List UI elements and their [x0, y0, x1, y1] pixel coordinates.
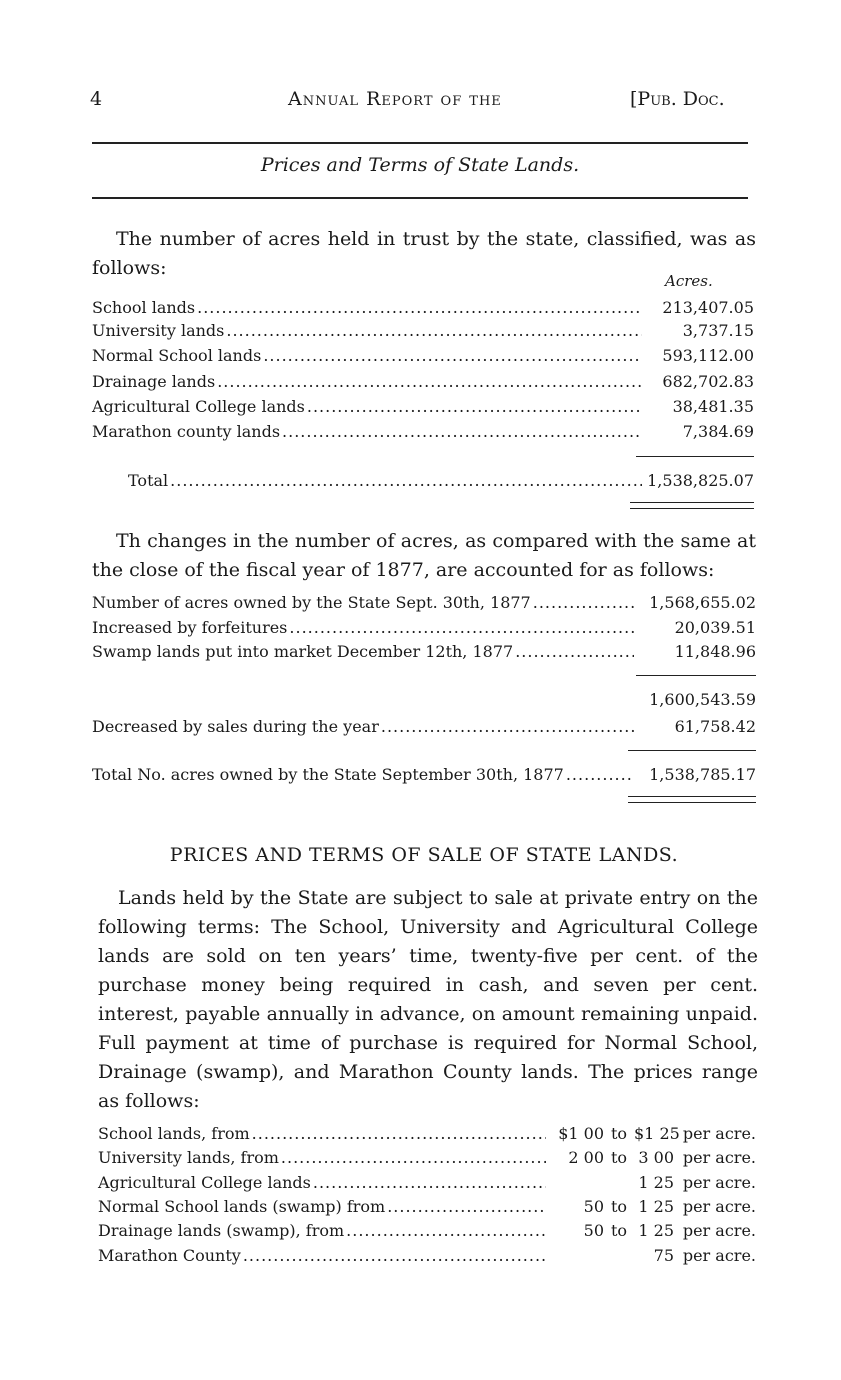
change-acres: 20,039.51 — [674, 618, 756, 637]
price-unit: per acre. — [682, 1197, 756, 1216]
price-label: Drainage lands (swamp), from — [98, 1221, 345, 1240]
price-from: 2 00 — [568, 1148, 604, 1167]
leader-dots — [313, 1173, 546, 1192]
page-number: 4 — [90, 88, 103, 110]
terms-paragraph: Lands held by the State are subject to sale at private entry on the following terms: The School, University and Agricultural College lands are sold on ten years’ time, twenty-five per cent. of the purchase money being required in cash, and seven per cent. interest, payable annually in advance, on amount remaining unpaid. Full payment at time of purchase is required for Normal School, Drainage (swamp), and Marathon County lands. The prices range as follows: — [98, 887, 758, 1112]
section-subtitle: Prices and Terms of State Lands. — [260, 154, 580, 176]
change-label: Number of acres owned by the State Sept. 30th, 1877 — [92, 593, 531, 612]
leader-dots — [252, 1124, 546, 1143]
decrease-row — [92, 717, 756, 740]
land-class-label: Drainage lands — [92, 372, 216, 391]
price-row — [98, 1197, 760, 1221]
land-class-label: Agricultural College lands — [92, 397, 305, 416]
land-class-acres: 7,384.69 — [682, 422, 754, 441]
double-rule-top — [630, 502, 754, 503]
decrease-acres: 61,758.42 — [674, 717, 756, 736]
land-class-row — [92, 372, 754, 395]
land-class-row — [92, 298, 754, 321]
leader-dots — [226, 321, 642, 340]
land-class-label: Marathon county lands — [92, 422, 281, 441]
intro-paragraph: The number of acres held in trust by the state, classified, was as follows: — [92, 228, 756, 279]
leader-dots — [515, 642, 634, 661]
decrease-label: Decreased by sales during the year — [92, 717, 379, 736]
land-class-row — [92, 397, 754, 420]
leader-dots — [346, 1221, 546, 1240]
leader-dots — [243, 1246, 546, 1265]
land-class-acres: 38,481.35 — [672, 397, 754, 416]
land-class-row — [92, 422, 754, 445]
total-row — [128, 471, 754, 494]
leader-dots — [387, 1197, 546, 1216]
price-unit: per acre. — [682, 1173, 756, 1192]
leader-dots — [381, 717, 634, 736]
leader-dots — [197, 298, 642, 317]
difference-rule — [628, 750, 756, 751]
price-to-word: to — [610, 1148, 628, 1167]
price-from: 50 — [583, 1197, 604, 1216]
price-upto: 1 25 — [638, 1197, 674, 1216]
leader-dots — [281, 1148, 546, 1167]
acres-column-heading: Acres. — [665, 272, 713, 290]
price-row — [98, 1124, 760, 1148]
change-row — [92, 618, 756, 641]
changes-paragraph: Th changes in the number of acres, as compared with the same at the close of the fiscal year of 1877, are accounted for as follows: — [92, 530, 756, 581]
price-upto: 1 25 — [638, 1173, 674, 1192]
total-acres: 1,538,825.07 — [647, 471, 754, 490]
change-row — [92, 642, 756, 665]
land-class-acres: 682,702.83 — [662, 372, 754, 391]
leader-dots — [217, 372, 642, 391]
header-rule-top — [92, 142, 748, 144]
change-acres: 11,848.96 — [674, 642, 756, 661]
total-label: Total — [128, 471, 169, 490]
price-upto: 1 25 — [638, 1221, 674, 1240]
final-total-row — [92, 765, 756, 788]
final-total-label: Total No. acres owned by the State September 30th, 1877 — [92, 765, 564, 784]
price-to-word: to — [610, 1124, 628, 1143]
price-unit: per acre. — [682, 1221, 756, 1240]
leader-dots — [263, 346, 642, 365]
header-rule-bottom — [92, 197, 748, 199]
subtotal-acres: 1,600,543.59 — [649, 690, 756, 709]
price-unit: per acre. — [682, 1246, 756, 1265]
double-rule-top — [628, 796, 756, 797]
land-class-label: School lands — [92, 298, 196, 317]
leader-dots — [282, 422, 642, 441]
price-to-word: to — [610, 1221, 628, 1240]
land-class-row — [92, 321, 754, 344]
leader-dots — [289, 618, 634, 637]
double-rule-bottom — [630, 508, 754, 509]
running-title: Annual Report of the — [288, 88, 502, 110]
price-label: Marathon County — [98, 1246, 241, 1265]
land-class-row — [92, 346, 754, 369]
land-class-label: University lands — [92, 321, 225, 340]
price-unit: per acre. — [682, 1148, 756, 1167]
price-upto: 3 00 — [638, 1148, 674, 1167]
price-upto: 75 — [653, 1246, 674, 1265]
change-row — [92, 593, 756, 616]
price-label: Normal School lands (swamp) from — [98, 1197, 386, 1216]
sum-rule — [636, 675, 756, 676]
price-upto: $1 25 — [634, 1124, 680, 1143]
leader-dots — [566, 765, 634, 784]
prices-section-title: PRICES AND TERMS OF SALE OF STATE LANDS. — [169, 844, 679, 866]
land-class-acres: 593,112.00 — [662, 346, 754, 365]
price-from: $1 00 — [558, 1124, 604, 1143]
price-label: University lands, from — [98, 1148, 279, 1167]
price-row — [98, 1148, 760, 1172]
change-acres: 1,568,655.02 — [649, 593, 756, 612]
leader-dots — [170, 471, 642, 490]
change-label: Increased by forfeitures — [92, 618, 288, 637]
price-from: 50 — [583, 1221, 604, 1240]
sum-rule — [636, 456, 754, 457]
land-class-acres: 213,407.05 — [662, 298, 754, 317]
document-label: [Pub. Doc. — [630, 88, 725, 110]
land-class-label: Normal School lands — [92, 346, 262, 365]
change-label: Swamp lands put into market December 12th, 1877 — [92, 642, 514, 661]
leader-dots — [533, 593, 634, 612]
price-label: Agricultural College lands — [98, 1173, 311, 1192]
price-row — [98, 1246, 760, 1270]
leader-dots — [307, 397, 642, 416]
price-to-word: to — [610, 1197, 628, 1216]
land-class-acres: 3,737.15 — [682, 321, 754, 340]
price-row — [98, 1173, 760, 1197]
price-unit: per acre. — [682, 1124, 756, 1143]
double-rule-bottom — [628, 802, 756, 803]
price-row — [98, 1221, 760, 1245]
price-label: School lands, from — [98, 1124, 250, 1143]
final-total-acres: 1,538,785.17 — [649, 765, 756, 784]
